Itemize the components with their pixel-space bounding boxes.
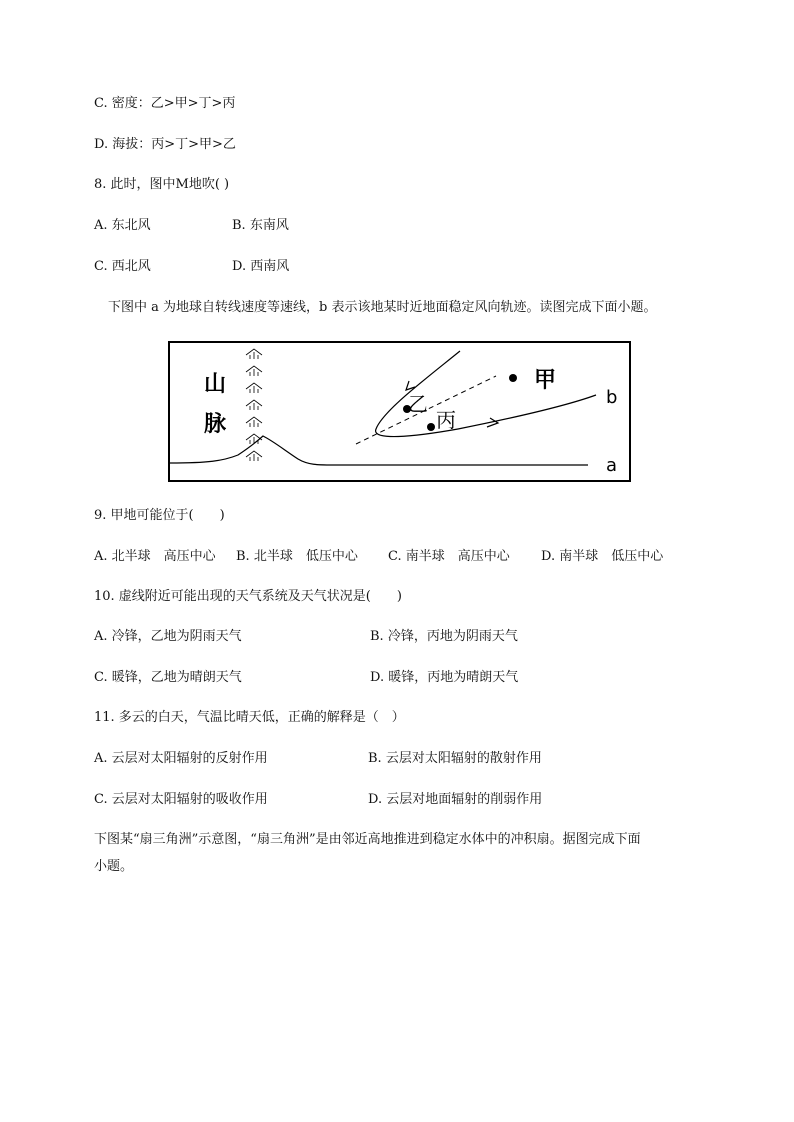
fan-delta-intro-line-1: 下图某“扇三角洲”示意图，“扇三角洲”是由邻近高地推进到稳定水体中的冲积扇。据图完成下面: [94, 832, 641, 847]
option-d-altitude: D. 海拔：丙>丁>甲>乙: [94, 137, 236, 152]
label-mountain-2: 脉: [204, 412, 227, 437]
q11-option-a: A. 云层对太阳辐射的反射作用: [94, 751, 268, 766]
label-jia: 甲: [534, 368, 557, 393]
q11-option-c: C. 云层对太阳辐射的吸收作用: [94, 792, 268, 807]
q9-option-b: B. 北半球 低压中心: [236, 549, 358, 564]
q9-option-a: A. 北半球 高压中心: [94, 549, 216, 564]
q9-option-d: D. 南半球 低压中心: [541, 549, 664, 564]
q9-option-c: C. 南半球 高压中心: [388, 549, 510, 564]
q8-option-c: C. 西北风: [94, 259, 151, 274]
label-yi: 乙: [408, 392, 428, 416]
figure-border: [169, 342, 630, 481]
question-9: 9. 甲地可能位于( ): [94, 508, 225, 523]
q11-option-b: B. 云层对太阳辐射的散射作用: [368, 751, 542, 766]
q10-option-c: C. 暖锋，乙地为晴朗天气: [94, 670, 242, 685]
label-mountain-1: 山: [204, 372, 227, 397]
q8-option-a: A. 东北风: [94, 218, 151, 233]
q8-option-d: D. 西南风: [232, 259, 290, 274]
fan-delta-intro-line-2: 小题。: [94, 859, 134, 874]
question-8: 8. 此时，图中M地吹( ): [94, 177, 230, 192]
question-10: 10. 虚线附近可能出现的天气系统及天气状况是( ): [94, 589, 402, 604]
label-bing: 丙: [436, 408, 456, 432]
label-a: a: [606, 455, 618, 476]
wind-trajectory-figure: [168, 341, 631, 482]
q11-option-d: D. 云层对地面辐射的削弱作用: [368, 792, 543, 807]
option-c-density: C. 密度：乙>甲>丁>丙: [94, 96, 236, 111]
figure-intro: 下图中 a 为地球自转线速度等速线，b 表示该地某时近地面稳定风向轨迹。读图完成下面小题。: [108, 300, 657, 315]
q10-option-a: A. 冷锋，乙地为阴雨天气: [94, 629, 242, 644]
q10-option-d: D. 暖锋，丙地为晴朗天气: [370, 670, 519, 685]
label-b: b: [606, 387, 618, 408]
q10-option-b: B. 冷锋，丙地为阴雨天气: [370, 629, 518, 644]
point-bing: [427, 423, 435, 431]
question-11: 11. 多云的白天，气温比晴天低，正确的解释是（ ）: [94, 710, 405, 725]
q8-option-b: B. 东南风: [232, 218, 289, 233]
point-jia: [509, 374, 517, 382]
